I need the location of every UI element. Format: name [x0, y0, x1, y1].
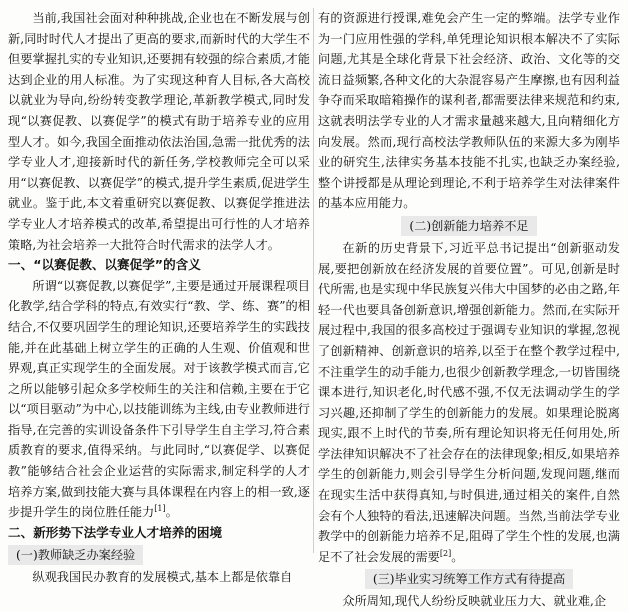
definition-paragraph: [8, 276, 310, 523]
subsection-heading-2-3: [318, 569, 620, 589]
citation-2: [2]: [439, 548, 452, 558]
citation-1: [1]: [154, 504, 166, 514]
section-heading-2: 二、新形势下法学专业人才培养的困境: [8, 524, 223, 540]
teacher-paragraph-continued: 有的资源进行授课,难免会产生一定的弊端。法学专业作为一门应用性强的学科,单凭理论知识根本解决不了实际问题,尤其是全球化背景下社会经济、政治、文化等的交流日益频繁,各种文化的大杂混容易产生摩擦,也有因利益争夺而采取暗箱操作的谋利者,都需要法律来规范和约束,这就表明法学专业的人才需求量越来越大,且向精细化方向发展。然而,现行高校法学教师队伍的来源大多为刚毕业的研究生,法律实务基本技能不扎实,也缺乏办案经验,整个讲授都是从理论到理论,不利于培养学生对法律案件的基本应用能力。: [318, 11, 620, 211]
subsection-label: (二)创新能力培养不足: [401, 216, 536, 236]
innovation-text: 在新的历史背景下,习近平总书记提出“创新驱动发展,要把创新放在经济发展的首要位置”。可见,创新是时代所需,也是实现中华民族复兴伟大中国梦的必由之路,年轻一代也要具备创新意识,增强创新能力。然而,在实际开展过程中,我国的很多高校过于强调专业知识的掌握,忽视了创新精神、创新意识的培养,以至于在整个教学过程中,不注重学生的动手能力,也很少创新教学理念,一切皆围绕课本进行,知识老化,时代感不强,不仅无法调动学生的学习兴趣,还抑制了学生的创新能力的发展。如果理论脱离现实,跟不上时代的节奏,所有理论知识将无任何用处,所学法律知识解决不了社会存在的法律现象;相反,如果培养学生的创新能力,则会引导学生分析问题,发现问题,继而在现实生活中获得真知,与时俱进,通过相关的案件,自然会有个人独特的看法,迅速解决问题。当然,当前法学专业教学中的创新能力培养不足,阻碍了学生个性的发展,也满足不了社会发展的需要: [318, 240, 620, 564]
teacher-paragraph-start: 纵观我国民办教育的发展模式,基本上都是依靠自: [32, 570, 293, 585]
definition-end: 。: [165, 505, 178, 520]
definition-text: 所谓“以赛促教,以赛促学”,主要是通过开展课程项目化教学,结合学科的特点,有效实行“教、学、练、赛”的相结合,不仅要巩固学生的理论知识,还要培养学生的实践技能,并在此基础上树立学生的正确的人生观、价值观和世界观,真正实现学生的全面发展。对于该教学模式而言,它之所以能够引起众多学校师生的关注和信赖,主要在于它以“项目驱动”为中心,以技能训练为主线,由专业教师进行指导,在完善的实训设备条件下引导学生自主学习,符合素质教育的要求,值得采纳。与此同时,“以赛促学、以赛促教”能够结合社会企业运营的实际需求,制定科学的人才培养方案,做到技能大赛与具体课程在内容上的相一致,逐步提升学生的岗位胜任能力: [8, 278, 310, 520]
internship-paragraph-start: 众所周知,现代人纷纷反映就业压力大、就业难,企: [342, 594, 607, 609]
intro-paragraph: 当前,我国社会面对种种挑战,企业也在不断发展与创新,同时时代人才提出了更高的要求,而新时代的大学生不但要掌握扎实的专业知识,还要拥有较强的综合素质,才能达到企业的用人标准。为了实现这种育人目标,各大高校以就业为导向,纷纷转变教学理论,革新教学模式,同时发现“以赛促教、以赛促学”的模式有助于培养专业的应用型人才。如今,我国全面推动依法治国,急需一批优秀的法学专业人才,迎接新时代的新任务,学校教师完全可以采用“以赛促教、以赛促学”的模式,提升学生素质,促进学生就业。鉴于此,本文着重研究以赛促教、以赛促学推进法学专业人才培养模式的改革,希望提出可行性的人才培养策略,为社会培养一大批符合时代需求的法学人才。: [8, 11, 310, 252]
right-column: [318, 8, 620, 612]
subsection-heading-2-1: [8, 545, 310, 565]
innovation-paragraph: [318, 238, 620, 568]
innovation-end: 。: [451, 549, 464, 564]
left-column: [8, 8, 310, 588]
subsection-heading-2-2: [318, 216, 620, 236]
column-divider: [313, 8, 314, 553]
subsection-label: (一)教师缺乏办案经验: [8, 545, 143, 565]
section-heading-1: 一、“以赛促教、以赛促学”的含义: [8, 257, 201, 273]
subsection-label: (三)毕业实习统筹工作方式有待提高: [365, 569, 573, 589]
